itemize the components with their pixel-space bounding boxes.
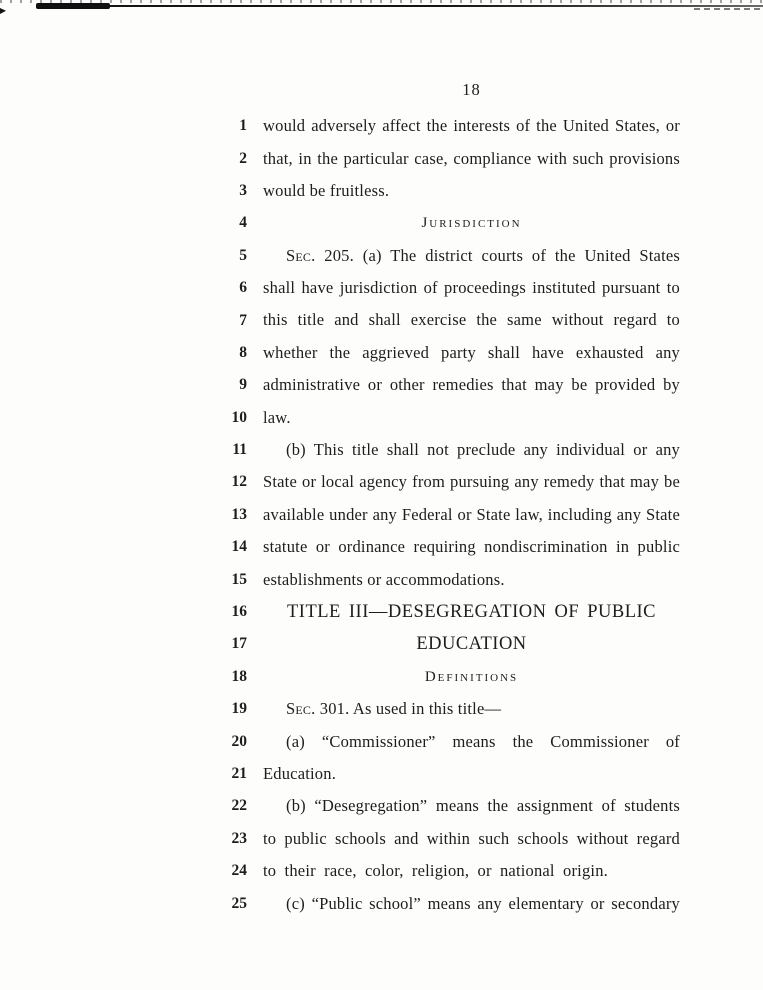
text-line xyxy=(0,434,763,466)
text-segment: whether the aggrieved party shall have exhausted any xyxy=(263,342,680,362)
line-number: 25 xyxy=(231,894,247,912)
line-number: 2 xyxy=(239,149,247,167)
line-number: 9 xyxy=(239,376,247,394)
text-line xyxy=(0,110,763,142)
text-line xyxy=(0,855,763,887)
text-segment: TITLE III—DESEGREGATION OF PUBLIC xyxy=(287,601,656,622)
line-number: 6 xyxy=(239,279,247,297)
line-text xyxy=(263,409,680,427)
text-segment: Education. xyxy=(263,763,337,783)
line-text xyxy=(263,700,680,718)
text-segment: (c) “Public school” means any elementary or secondary xyxy=(286,893,680,913)
text-line xyxy=(0,142,763,174)
line-text xyxy=(263,215,680,232)
line-number: 8 xyxy=(239,343,247,361)
text-segment: statute or ordinance requiring nondiscrimination in public xyxy=(263,537,680,557)
line-text xyxy=(263,117,680,135)
text-segment: available under any Federal or State law, including any State xyxy=(263,504,680,524)
text-line xyxy=(0,887,763,919)
line-number: 12 xyxy=(231,473,247,491)
text-line xyxy=(0,725,763,757)
text-segment: (b) This title shall not preclude any individual or any xyxy=(286,440,680,460)
text-line xyxy=(0,563,763,595)
line-number: 3 xyxy=(239,181,247,199)
text-segment: to public schools and within such schools without regard xyxy=(263,828,680,848)
scan-artifact-dotted-edge xyxy=(0,0,763,3)
text-segment: law. xyxy=(263,407,291,427)
text-segment: that, in the particular case, compliance with such provisions xyxy=(263,148,680,168)
text-line xyxy=(0,823,763,855)
line-text xyxy=(263,602,680,622)
scan-artifact-line xyxy=(36,5,763,7)
line-number: 17 xyxy=(231,635,247,653)
text-line xyxy=(0,628,763,660)
text-line xyxy=(0,402,763,434)
text-line xyxy=(0,272,763,304)
text-segment: Definitions xyxy=(424,668,519,685)
text-segment: to their race, color, religion, or national origin. xyxy=(263,861,608,881)
line-text xyxy=(263,150,680,168)
line-text xyxy=(263,506,680,524)
text-segment: would be fruitless. xyxy=(263,180,390,200)
text-line xyxy=(0,790,763,822)
smallcaps-text: Sec. xyxy=(286,245,316,265)
line-number: 20 xyxy=(231,732,247,750)
text-line xyxy=(0,499,763,531)
text-line xyxy=(0,596,763,628)
line-number: 21 xyxy=(231,765,247,782)
text-segment: 301. As used in this title— xyxy=(315,699,502,719)
line-number: 11 xyxy=(232,441,247,459)
line-text xyxy=(263,182,680,200)
text-line xyxy=(0,337,763,369)
text-segment: Jurisdiction xyxy=(421,215,522,232)
line-text xyxy=(263,765,680,783)
text-segment: shall have jurisdiction of proceedings instituted pursuant to xyxy=(263,278,680,298)
text-line xyxy=(0,369,763,401)
text-line xyxy=(0,240,763,272)
text-segment: (b) “Desegregation” means the assignment of students xyxy=(286,796,680,816)
line-text xyxy=(263,634,680,654)
line-number: 7 xyxy=(239,311,247,329)
line-number: 19 xyxy=(231,700,247,718)
line-text xyxy=(263,895,680,913)
line-text xyxy=(263,376,680,394)
text-line xyxy=(0,466,763,498)
text-segment: administrative or other remedies that may be provided by xyxy=(263,375,680,395)
line-number: 24 xyxy=(231,862,247,880)
text-segment: 205. (a) The district courts of the United States xyxy=(315,245,680,265)
line-text xyxy=(263,538,680,556)
page-number: 18 xyxy=(462,80,481,99)
line-text xyxy=(263,344,680,362)
line-text xyxy=(263,279,680,297)
line-text xyxy=(263,830,680,848)
line-number: 16 xyxy=(231,603,247,621)
line-text xyxy=(263,733,680,751)
line-number: 5 xyxy=(239,246,247,264)
line-text xyxy=(263,311,680,329)
line-number: 22 xyxy=(231,797,247,815)
text-line xyxy=(0,693,763,725)
text-line xyxy=(0,531,763,563)
line-text xyxy=(263,473,680,491)
text-segment: (a) “Commissioner” means the Commissioner of xyxy=(286,731,680,751)
line-number: 4 xyxy=(239,214,247,232)
line-number: 10 xyxy=(231,408,247,426)
line-number: 18 xyxy=(231,667,247,685)
line-text xyxy=(263,669,680,686)
line-text xyxy=(263,862,680,880)
line-text xyxy=(263,571,680,589)
line-text xyxy=(263,797,680,815)
smallcaps-text: Sec. xyxy=(286,699,316,719)
scan-artifact-left-mark xyxy=(0,8,6,14)
text-segment: this title and shall exercise the same without regard to xyxy=(263,310,680,330)
line-number: 14 xyxy=(231,538,247,556)
text-line xyxy=(0,207,763,239)
text-line xyxy=(0,175,763,207)
line-number: 1 xyxy=(239,117,247,135)
line-number: 15 xyxy=(231,570,247,588)
text-segment: would adversely affect the interests of the United States, or xyxy=(263,116,680,136)
text-line xyxy=(0,661,763,693)
text-segment: EDUCATION xyxy=(416,634,527,655)
line-text xyxy=(263,441,680,459)
text-line xyxy=(0,304,763,336)
text-segment: State or local agency from pursuing any remedy that may be xyxy=(263,472,680,492)
lines-container xyxy=(0,110,763,920)
text-segment: establishments or accommodations. xyxy=(263,569,505,589)
text-line xyxy=(0,758,763,790)
line-number: 13 xyxy=(231,505,247,523)
line-number: 23 xyxy=(231,829,247,847)
line-text xyxy=(263,247,680,265)
